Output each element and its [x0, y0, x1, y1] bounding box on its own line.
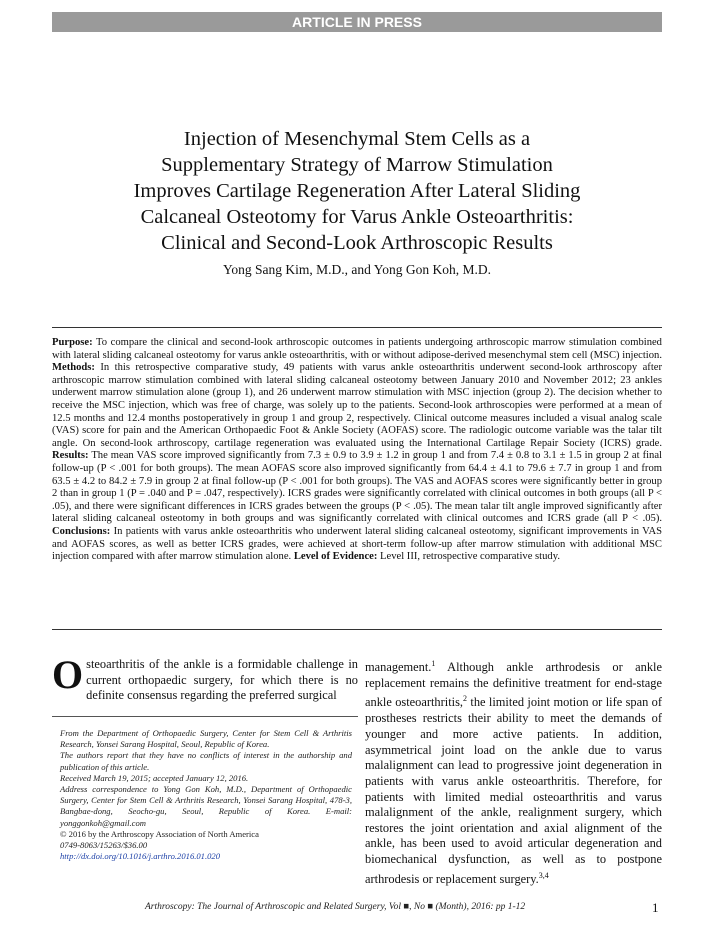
body-left-column [52, 652, 358, 704]
level-of-evidence-text: Level III, retrospective comparative study. [380, 551, 560, 563]
citation-ref[interactable]: 1 [431, 659, 436, 668]
title-line: Clinical and Second-Look Arthroscopic Results [161, 232, 553, 254]
author-list: Yong Sang Kim, M.D., and Yong Gon Koh, M.D. [223, 262, 491, 277]
conclusions-label: Conclusions: [52, 525, 111, 537]
intro-text: steoarthritis of the ankle is a formidable challenge in current orthopaedic surgery, for which there is no definite consensus regarding the preferred surgical [86, 657, 358, 703]
title-line: Supplementary Strategy of Marrow Stimulation [161, 154, 553, 176]
body-text: management. [365, 660, 432, 675]
received-note: Received March 19, 2015; accepted January 12, 2016. [60, 772, 249, 783]
issn-note: 0749-8063/15263/$36.00 [60, 840, 148, 851]
body-text: Although ankle arthrodesis or ankle replacement remains the definitive treatment for end-stage ankle osteoarthritis, [365, 660, 662, 710]
footnote-rule [52, 716, 358, 717]
journal-footer: Arthroscopy: The Journal of Arthroscopic and Related Surgery, Vol ■, No ■ (Month), 2016: pp 1-12 [145, 902, 526, 912]
address-note: Address correspondence to Yong Gon Koh, M.D., Department of Orthopaedic Surgery, Center for Stem Cell & Arthritis Research, Yonsei Sarang Hospital, 478-3, Bangbae-dong, Seocho-gu, Seoul, Republic of Korea. E-mail: yonggonkoh@gmail.com [60, 784, 352, 828]
level-of-evidence-label: Level of Evidence: [293, 551, 378, 563]
methods-text: In this retrospective comparative study, 49 patients with varus ankle osteoarthritis underwent second-look arthroscopy after arthroscopic marrow stimulation combined with lateral sliding calcaneal osteotomy between January 2010 and November 2012; 23 ankles underwent marrow stimulation alone (group 1), and 26 underwent marrow stimulation with MSC injection (group 2). The decision whether to receive the MSC injection, which was free of charge, was solely up to the patients. Second-look arthroscopies were performed at a mean of 12.5 months and 12.4 months postoperatively in group 1 and group 2, respectively. Clinical outcome measures included a visual analog scale (VAS) score for pain and the American Orthopaedic Foot & Ankle Society (AOFAS) score. The radiologic outcome variable was the talar tilt angle. On second-look arthroscopy, cartilage regeneration was evaluated using the International Cartilage Repair Society (ICRS) grade. [52, 362, 662, 449]
conflict-note: The authors report that they have no conflicts of interest in the authorship and publication of this article. [60, 750, 352, 772]
purpose-text: To compare the clinical and second-look arthroscopic outcomes in patients undergoing arthroscopic marrow stimulation combined with lateral sliding calcaneal osteotomy for varus ankle osteoarthritis, with or without adipose-derived mesenchymal stem cell (MSC) injection. [52, 337, 662, 361]
affiliation-note: From the Department of Orthopaedic Surgery, Center for Stem Cell & Arthritis Research, Yonsei Sarang Hospital, Seoul, Republic of Korea. [60, 728, 352, 750]
citation-ref[interactable]: 2 [463, 694, 468, 704]
abstract-bottom-rule [52, 629, 662, 630]
citation-ref[interactable]: 3,4 [538, 870, 549, 880]
conclusions-text: In patients with varus ankle osteoarthritis who underwent lateral sliding calcaneal osteotomy, significant improvements in VAS and AOFAS scores, as well as better ICRS grades, were achieved at short-term follow-up after marrow stimulation with additional MSC injection compared with after marrow stimulation alone. [52, 525, 662, 563]
title-line: Improves Cartilage Regeneration After Lateral Sliding [133, 180, 581, 202]
purpose-label: Purpose: [52, 337, 93, 348]
results-label: Results: [52, 450, 89, 462]
doi-link[interactable]: http://dx.doi.org/10.1016/j.arthro.2016.01.020 [60, 851, 221, 862]
abstract-top-rule [52, 327, 662, 328]
title-line: Calcaneal Osteotomy for Varus Ankle Osteoarthritis: [140, 206, 574, 228]
body-text: the limited joint motion or life span of prostheses restricts their ability to meet the demands of younger and more active patients. In addition, asymmetrical joint load on the ankle due to varus malalignment can lead to progressive joint degeneration in patients with varus ankle osteoarthritis. Therefore, for patients with limited medial osteoarthritis and varus malalignment of the ankle, realignment surgery, which restores the joint orientation and axial alignment of the ankle, has been used to avoid articular degeneration and biomechanical dysfunction, as well as to postpone arthrodesis or replacement surgery. [365, 695, 662, 886]
abstract [52, 337, 662, 564]
footnotes [60, 728, 352, 862]
copyright-note: © 2016 by the Arthroscopy Association of North America [60, 828, 259, 839]
results-text: The mean VAS score improved significantly from 7.3 ± 0.9 to 3.9 ± 1.2 in group 1 and from 7.4 ± 0.8 to 3.1 ± 1.5 in group 2 at final follow-up (P < .001 for both groups). The mean AOFAS score also improved significantly from 64.4 ± 4.1 to 79.6 ± 7.7 in group 1 and from 63.5 ± 4.2 to 84.2 ± 7.9 in group 2 at final follow-up (P < .001 for both groups). The VAS and AOFAS scores were significantly better in group 2 than in group 1 (P = .040 and P = .047, respectively). ICRS grades were significantly correlated with clinical outcomes in both groups (all P < .05), and there were significant differences in ICRS grades between the groups (P < .05). The mean talar tilt angle improved significantly after lateral sliding calcaneal osteotomy in both groups and was significantly correlated with clinical outcomes and ICRS grade (all P < .05). [52, 450, 662, 525]
body-right-column [365, 656, 662, 888]
article-in-press-banner: ARTICLE IN PRESS [52, 12, 662, 32]
methods-label: Methods: [52, 362, 95, 374]
article-title [70, 126, 644, 256]
title-line: Injection of Mesenchymal Stem Cells as a [183, 128, 531, 150]
drop-cap: O [52, 652, 84, 697]
page-number: 1 [652, 900, 659, 915]
